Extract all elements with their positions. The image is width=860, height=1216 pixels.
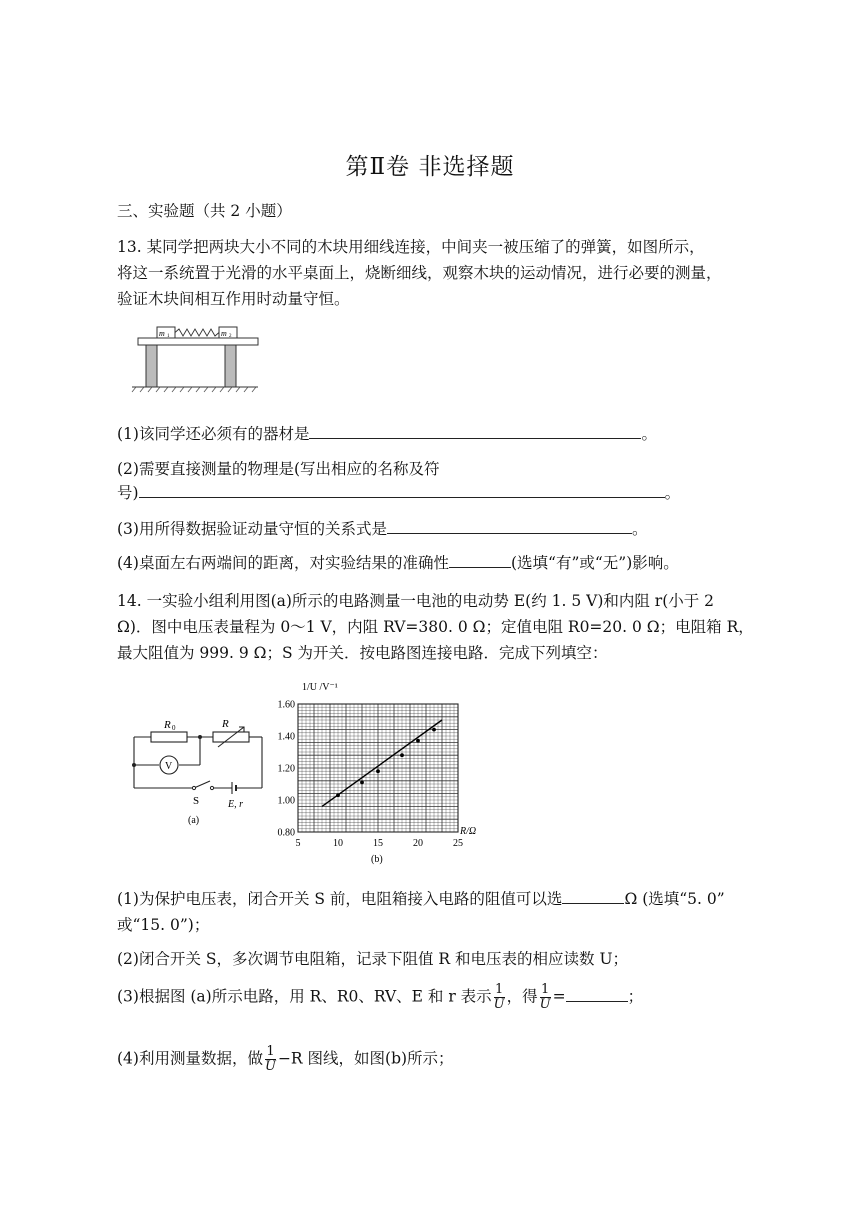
y-tick-label: 1.40 xyxy=(277,731,295,743)
chart-grid xyxy=(298,704,458,832)
label-m1: m xyxy=(159,329,165,338)
q13-intro-line-2: 将这一系统置于光滑的水平桌面上，烧断细线，观察木块的运动情况，进行必要的测量， xyxy=(117,264,722,282)
data-point xyxy=(360,781,364,785)
label-r0: R xyxy=(164,719,171,731)
q14-part-1: (1)为保护电压表，闭合开关 S 前，电阻箱接入电路的阻值可以选 Ω (选填“5. 0” xyxy=(117,890,725,908)
y-tick-label: 1.20 xyxy=(277,763,295,775)
q13-part-2a: (2)需要直接测量的物理是(写出相应的名称及符 xyxy=(117,460,440,478)
q14-part-3: (3)根据图 (a)所示电路，用 R、R0、RV、E 和 r 表示 $\frac{1}{U}$ ，得 $\frac{1}{U}$ = ； xyxy=(117,982,644,1012)
label-switch: S xyxy=(193,795,200,807)
q13-part-4: (4)桌面左右两端间的距离，对实验结果的准确性 (选填“有”或“无”)影响。 xyxy=(117,554,679,572)
label-m2-sub: 2 xyxy=(229,334,232,339)
answer-blank-13-2[interactable] xyxy=(139,482,665,498)
q14-intro-line-1: 14. 一实验小组利用图(a)所示的电路测量一电池的电动势 E(约 1. 5 V)和内阻 r(小于 2 xyxy=(117,592,715,610)
q14-part-4: (4)利用测量数据，做 $\frac{1}{U}$ −R 图线，如图(b)所示； xyxy=(117,1044,454,1074)
data-point xyxy=(432,728,436,732)
x-axis-label: R/Ω xyxy=(460,826,477,837)
q13-part-3: (3)用所得数据验证动量守恒的关系式是 。 xyxy=(117,520,648,538)
table-spring-figure xyxy=(130,322,260,394)
graph-b xyxy=(268,676,488,866)
q14-intro-line-2: Ω)．图中电压表量程为 0～1 V，内阻 RV=380. 0 Ω；定值电阻 R0=20. 0 Ω；电阻箱 R， xyxy=(117,618,754,636)
data-point xyxy=(416,739,420,743)
q14-part-2: (2)闭合开关 S，多次调节电阻箱，记录下阻值 R 和电压表的相应读数 U； xyxy=(117,950,629,968)
page-title: 第Ⅱ卷 非选择题 xyxy=(345,154,515,180)
circuit-diagram-a xyxy=(126,712,272,828)
resistor-r0 xyxy=(151,732,187,742)
answer-blank-13-3[interactable] xyxy=(387,518,632,534)
x-tick-label: 15 xyxy=(373,838,383,849)
label-emf: E, r xyxy=(228,799,243,810)
q13-part-2b: 号) 。 xyxy=(117,484,681,502)
label-m1-sub: 1 xyxy=(167,334,170,339)
caption-a: (a) xyxy=(188,815,200,826)
q13-intro-line-3: 验证木块间相互作用时动量守恒。 xyxy=(117,290,350,308)
x-tick-label: 20 xyxy=(413,838,423,849)
fraction-1-over-u-3: $\frac{1}{U}$ xyxy=(264,1044,276,1074)
q14-intro-line-3: 最大阻值为 999. 9 Ω；S 为开关．按电路图连接电路．完成下列填空： xyxy=(117,644,608,662)
section-heading: 三、实验题（共 2 小题） xyxy=(117,202,292,220)
label-r: R xyxy=(222,718,229,730)
label-m2: m xyxy=(221,329,227,338)
x-tick-label: 5 xyxy=(295,838,301,849)
q14-part-1-cont: 或“15. 0”)； xyxy=(117,916,210,934)
x-tick-label: 10 xyxy=(333,838,343,849)
answer-blank-13-1[interactable] xyxy=(309,423,641,439)
caption-b: (b) xyxy=(371,854,383,865)
y-tick-label: 1.00 xyxy=(277,795,295,807)
data-point xyxy=(376,769,380,773)
data-point xyxy=(400,753,404,757)
y-tick-label: 1.60 xyxy=(277,699,295,711)
fraction-1-over-u: $\frac{1}{U}$ xyxy=(493,982,505,1012)
spring xyxy=(175,329,219,336)
label-r0-sub: 0 xyxy=(172,724,176,732)
answer-blank-13-4[interactable] xyxy=(449,552,511,568)
q13-intro-line-1: 13. 某同学把两块大小不同的木块用细线连接，中间夹一被压缩了的弹簧，如图所示， xyxy=(117,238,705,256)
switch-s xyxy=(194,781,210,788)
answer-blank-14-3[interactable] xyxy=(566,986,628,1002)
label-voltmeter: V xyxy=(165,761,173,772)
x-tick-label: 25 xyxy=(453,838,463,849)
y-axis-label: 1/U /V⁻¹ xyxy=(302,682,338,693)
y-tick-label: 0.80 xyxy=(277,827,295,839)
answer-blank-14-1[interactable] xyxy=(562,888,624,904)
fraction-1-over-u-2: $\frac{1}{U}$ xyxy=(539,982,551,1012)
q13-part-1: (1)该同学还必须有的器材是 。 xyxy=(117,425,657,443)
data-point xyxy=(336,793,340,797)
